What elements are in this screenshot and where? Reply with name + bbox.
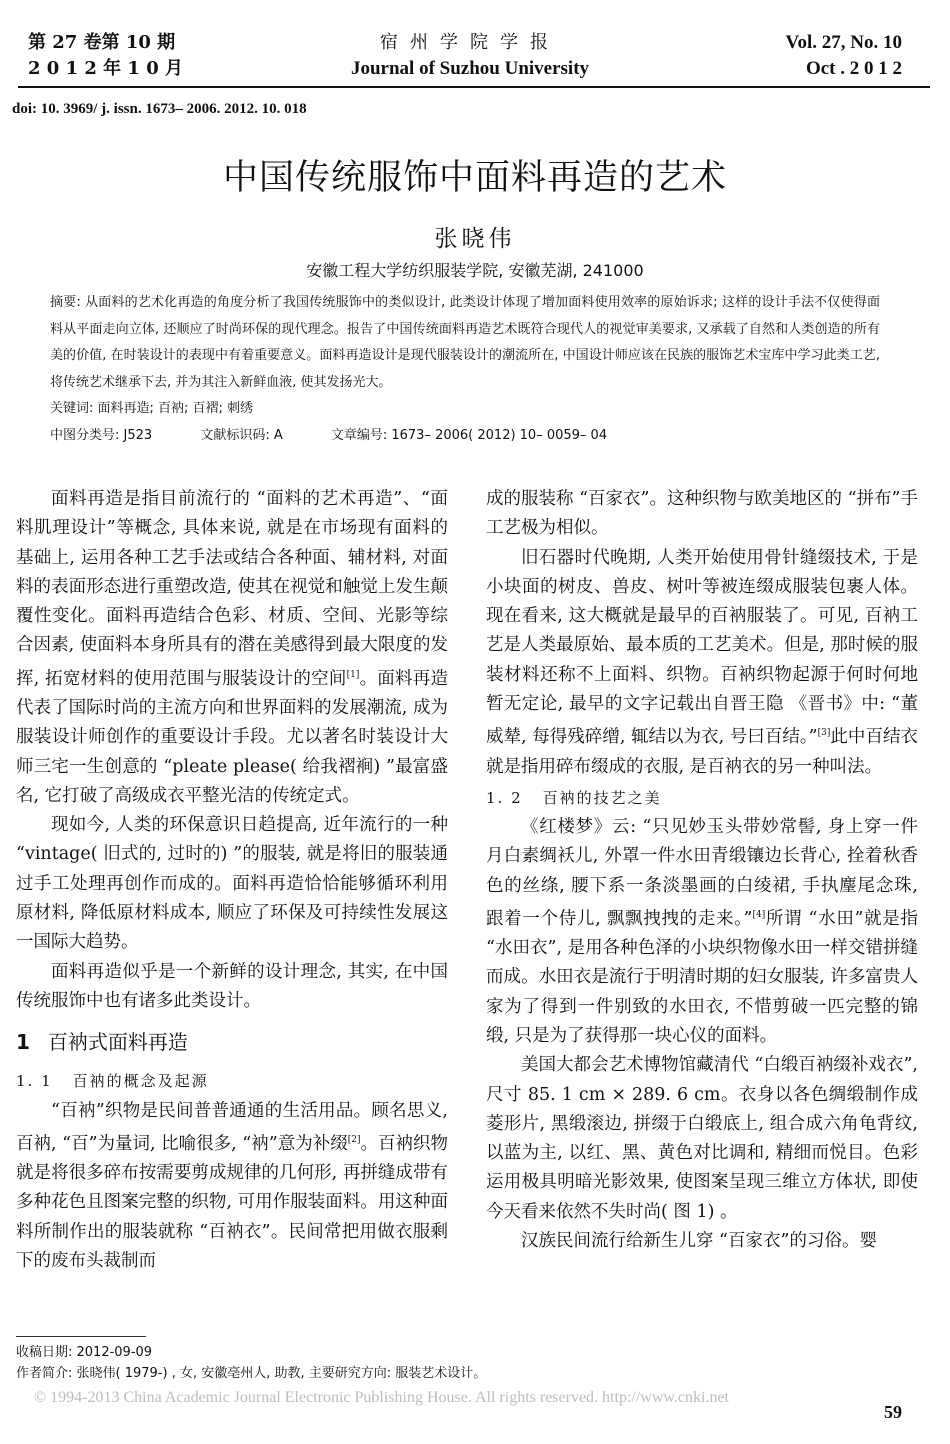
paragraph-text: 所谓 “水田”就是指 “水田衣”, 是用各种色泽的小块织物像水田一样交错拼缝而成。水田衣是流行于明清时期的妇女服装, 许多富贵人家为了得到一件别致的水田衣, 不惜剪破一匹完整的锦缎, 只是为了获得那一块心仪的面料。: [486, 908, 918, 1046]
volume-issue: 第 27 卷第 10 期: [28, 32, 176, 53]
subsection-heading: [16, 1067, 448, 1096]
received-date: 收稿日期: 2012-09-09: [16, 1345, 153, 1360]
classification-row: [50, 423, 880, 450]
section-title: 百衲式面料再造: [47, 1030, 188, 1055]
article-number: 文章编号: 1673– 2006( 2012) 10– 0059– 04: [330, 427, 608, 443]
subsection-heading: [486, 784, 918, 813]
journal-name-en: Journal of Suzhou University: [350, 58, 590, 79]
paragraph: 成的服装称 “百家衣”。这种织物与欧美地区的 “拼布”手工艺极为相似。: [486, 489, 918, 539]
article-title: 中国传统服饰中面料再造的艺术: [222, 158, 727, 198]
paragraph-text: “百衲”织物是民间普普通通的生活用品。顾名思义, 百衲, “百”为量词, 比喻很多, “衲”意为补缀: [16, 1100, 448, 1154]
running-header-journal: [300, 30, 640, 82]
paragraph: [486, 813, 918, 1051]
doi: doi: 10. 3969/ j. issn. 1673– 2006. 2012. 10. 018: [12, 101, 307, 117]
citation: [4]: [752, 909, 766, 920]
paragraph: [16, 1097, 448, 1277]
paragraph-text: 。面料再造代表了国际时尚的主流方向和世界面料的发展潮流, 成为服装设计师创作的重要设计手段。尤以著名时装设计大师三宅一生创意的 “pleate please( 给我褶裥) ”最富盛名, 它打破了高级成衣平整光洁的传统定式。: [16, 668, 448, 806]
running-header-vol-en: [786, 30, 902, 82]
subsection-number: 1. 1: [16, 1072, 53, 1091]
author-affiliation: 安徽工程大学纺织服装学院, 安徽芜湖, 241000: [306, 261, 644, 280]
date-en: Oct . 2 0 1 2: [805, 58, 902, 79]
paragraph-text: 《红楼梦》云: “只见妙玉头带妙常髻, 身上穿一件月白素绸袄儿, 外罩一件水田青缎镶边长背心, 拴着秋香色的丝绦, 腰下系一条淡墨画的白绫裙, 手执麈尾念珠, 跟着一个侍儿, 飘飘拽拽的走来。”: [486, 817, 918, 929]
footnote-rule: [16, 1336, 146, 1337]
section-number: 1: [16, 1030, 30, 1055]
issue-date: 2 0 1 2 年 1 0 月: [28, 58, 184, 79]
clc-number: 中图分类号: J523: [50, 427, 153, 443]
subsection-title: 百衲的概念及起源: [72, 1072, 209, 1091]
paragraph: 汉族民间流行给新生儿穿 “百家衣”的习俗。婴: [521, 1231, 877, 1252]
subsection-title: 百衲的技艺之美: [542, 788, 662, 807]
paragraph: 美国大都会艺术博物馆藏清代 “白缎百衲缀补戏衣”, 尺寸 85. 1 cm × 289. 6 cm。衣身以各色绸缎制作成菱形片, 黑缎滚边, 拼缀于白缎底上, 组合成六角龟背纹, 以蓝为主, 以红、黑、黄色对比调和, 精细而悦目。色彩运用极具明暗光影效果, 使图案呈现三维立方体状, 即使今天看来依然不失时尚( 图 1) 。: [486, 1055, 918, 1222]
abstract-text: 摘要: 从面料的艺术化再造的角度分析了我国传统服饰中的类似设计, 此类设计体现了增加面料使用效率的原始诉求; 这样的设计手法不仅使得面料从平面走向立体, 还顺应了时尚环保的现代理念。报告了中国传统面料再造艺术既符合现代人的视觉审美要求, 又承载了自然和人类创造的所有美的价值, 在时装设计的表现中有着重要意义。面料再造设计是现代服装设计的潮流所在, 中国设计师应该在民族的服饰艺术宝库中学习此类工艺, 将传统艺术继承下去, 并为其注入新鲜血液, 使其发扬光大。: [50, 295, 880, 390]
paragraph-text: 面料再造是指目前流行的 “面料的艺术再造”、“面料肌理设计”等概念, 具体来说, 就是在市场现有面料的基础上, 运用各种工艺手法或结合各种面、辅材料, 对面料的表面形态进行重塑改造, 使其在视觉和触觉上发生颠覆性变化。面料再造结合色彩、材质、空间、光影等综合因素, 使面料本身所具有的潜在美感得到最大限度的发挥, 拓宽材料的使用范围与服装设计的空间: [16, 489, 448, 689]
author-name: 张晓伟: [434, 226, 516, 252]
running-header-volume: [28, 30, 183, 82]
citation: [2]: [347, 1135, 361, 1146]
header-rule: [18, 86, 930, 88]
citation: [1]: [346, 669, 360, 680]
subsection-number: 1. 2: [486, 788, 523, 807]
page-number: 59: [884, 1402, 902, 1422]
paragraph: 现如今, 人类的环保意识日趋提高, 近年流行的一种 “vintage( 旧式的, 过时的) ”的服装, 就是将旧的服装通过手工处理再创作而成的。面料再造恰恰能够循环利用原材料, 降低原材料成本, 顺应了环保及可持续性发展这一国际大趋势。: [16, 815, 448, 953]
paragraph: [486, 544, 918, 782]
document-code: 文献标识码: A: [200, 427, 283, 443]
copyright-watermark: © 1994-2013 China Academic Journal Electronic Publishing House. All rights reserved. http://www.cnki.net: [34, 1389, 729, 1406]
paragraph-text: 。百衲织物就是将很多碎布按需要剪成规律的几何形, 再拼缝成带有多种花色且图案完整的织物, 可用作服装面料。用这种面料所制作出的服装就称 “百衲衣”。民间常把用做衣服剩下的废布头裁制而: [16, 1133, 448, 1272]
body-column-left: [16, 485, 448, 1276]
paragraph: 面料再造似乎是一个新鲜的设计理念, 其实, 在中国传统服饰中也有诸多此类设计。: [16, 961, 448, 1011]
body-column-right: [486, 485, 918, 1256]
author-bio: 作者简介: 张晓伟( 1979-) , 女, 安徽亳州人, 助教, 主要研究方向: 服装艺术设计。: [16, 1366, 487, 1381]
journal-name-cn: 宿州学院学报: [380, 32, 560, 53]
footnotes: [16, 1342, 486, 1384]
citation: [3]: [817, 728, 831, 739]
vol-no-en: Vol. 27, No. 10: [785, 32, 902, 53]
abstract-block: [50, 290, 880, 449]
paragraph-text: 此中百结衣就是指用碎布缀成的衣服, 是百衲衣的另一种叫法。: [486, 727, 918, 777]
paragraph: [16, 485, 448, 811]
keywords: 关键词: 面料再造; 百衲; 百褶; 刺绣: [50, 401, 254, 416]
paragraph-text: 旧石器时代晚期, 人类开始使用骨针缝缀技术, 于是小块面的树皮、兽皮、树叶等被连缀成服装包裹人体。现在看来, 这大概就是最早的百衲服装了。可见, 百衲工艺是人类最原始、最本质的工艺美术。但是, 那时候的服装材料还称不上面料、织物。百衲织物起源于何时何地暂无定论, 最早的文字记载出自晋王隐 《晋书》中: “董威辇, 每得残碎缯, 辄结以为衣, 号曰百结。”: [486, 547, 918, 748]
section-heading: [16, 1028, 448, 1057]
